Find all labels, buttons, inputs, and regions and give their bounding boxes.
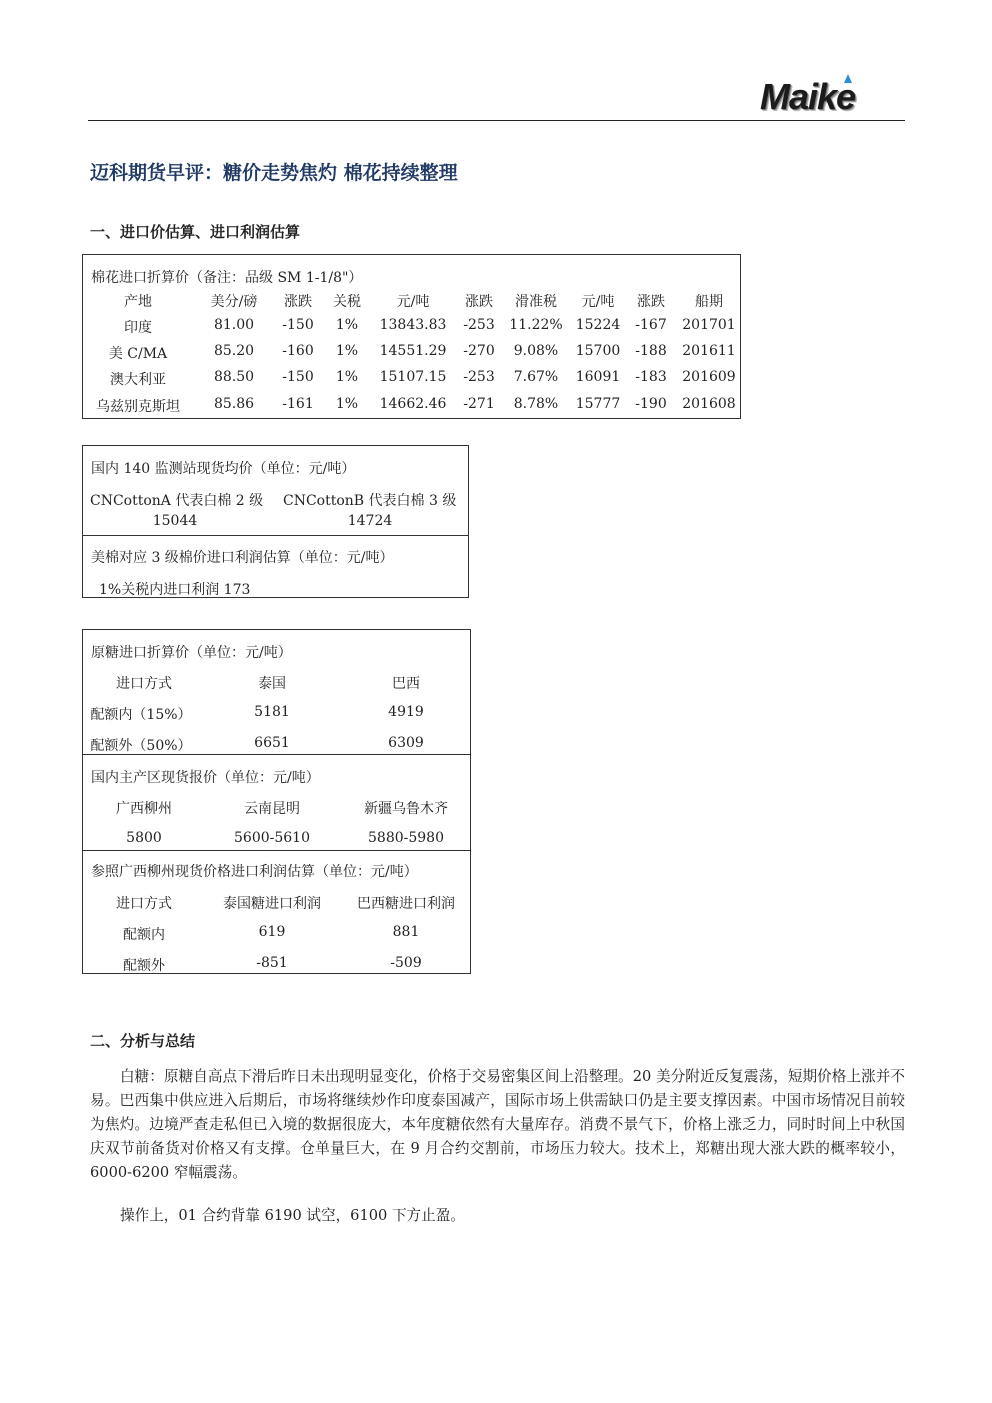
- col-header: 元/吨: [396, 294, 430, 310]
- table-cell: 201608: [682, 396, 736, 412]
- cotton-import-table: [82, 254, 741, 419]
- col-header: 产地: [124, 294, 152, 310]
- table-cell: 88.50: [213, 369, 255, 385]
- table-cell: -270: [463, 343, 495, 359]
- profit-caption: 美棉对应 3 级棉价进口利润估算（单位：元/吨）: [91, 550, 394, 566]
- table-cell: -271: [463, 396, 495, 412]
- col-header: 美分/磅: [210, 294, 258, 310]
- table-cell: 9.08%: [513, 343, 559, 359]
- table-cell: 配额内（15%）: [90, 707, 192, 723]
- col-header: 新疆乌鲁木齐: [364, 801, 448, 817]
- table-cell: 14551.29: [379, 343, 447, 359]
- table-cell: 16091: [575, 369, 621, 385]
- sugar-spot-caption: 国内主产区现货报价（单位：元/吨）: [91, 770, 320, 786]
- col-header: 巴西糖进口利润: [357, 896, 455, 912]
- table-cell: 5880-5980: [368, 830, 444, 846]
- table-cell: 1%: [335, 396, 359, 412]
- col-header: 云南昆明: [244, 801, 300, 817]
- col-header: 滑准税: [515, 294, 557, 310]
- sugar-profit-caption: 参照广西柳州现货价格进口利润估算（单位：元/吨）: [91, 864, 418, 880]
- table-cell: -253: [463, 369, 495, 385]
- table-cell: 81.00: [213, 317, 255, 333]
- section-2-heading: 二、分析与总结: [90, 1032, 196, 1050]
- table-cell: -161: [282, 396, 314, 412]
- cotton-domestic-table: [82, 445, 469, 598]
- table-cell: 乌兹别克斯坦: [96, 399, 180, 415]
- cncotton-a-value: 15044: [152, 513, 198, 529]
- table-cell: 13843.83: [379, 317, 447, 333]
- table-cell: 14662.46: [379, 396, 447, 412]
- col-header: 广西柳州: [116, 801, 172, 817]
- table-cell: 美 C/MA: [108, 346, 168, 362]
- cotton-import-caption: 棉花进口折算价（备注：品级 SM 1-1/8"）: [91, 270, 363, 286]
- table-cell: -160: [282, 343, 314, 359]
- table-cell: -188: [635, 343, 667, 359]
- col-header: 泰国糖进口利润: [223, 896, 321, 912]
- table-cell: 1%: [335, 317, 359, 333]
- table-cell: 配额内: [123, 927, 165, 943]
- table-cell: 1%: [335, 369, 359, 385]
- table-cell: 澳大利亚: [110, 372, 166, 388]
- table-cell: 7.67%: [513, 369, 559, 385]
- logo-text: Maike: [760, 76, 856, 117]
- cncotton-b-label: CNCottonB 代表白棉 3 级: [283, 493, 457, 509]
- table-cell: -509: [390, 955, 422, 971]
- col-header: 涨跌: [284, 294, 312, 310]
- maike-logo: [756, 74, 896, 118]
- table-cell: 4919: [388, 704, 424, 720]
- header-rule: [88, 120, 905, 121]
- document-title: 迈科期货早评：糖价走势焦灼 棉花持续整理: [90, 162, 458, 184]
- table-cell: 11.22%: [509, 317, 563, 333]
- table-cell: 1%: [335, 343, 359, 359]
- col-header: 船期: [695, 294, 723, 310]
- table-cell: 881: [392, 924, 420, 940]
- profit-line: 1%关税内进口利润 173: [99, 582, 251, 598]
- col-header: 进口方式: [116, 676, 172, 692]
- col-header: 涨跌: [465, 294, 493, 310]
- divider: [83, 754, 470, 755]
- table-cell: 印度: [124, 320, 152, 336]
- col-header: 元/吨: [581, 294, 615, 310]
- table-cell: -150: [282, 317, 314, 333]
- table-cell: 配额外: [123, 958, 165, 974]
- table-cell: 配额外（50%）: [90, 738, 192, 754]
- table-cell: 85.20: [213, 343, 255, 359]
- table-cell: -851: [256, 955, 288, 971]
- table-cell: -253: [463, 317, 495, 333]
- cncotton-b-value: 14724: [347, 513, 393, 529]
- divider: [83, 535, 468, 536]
- analysis-paragraph: 白糖：原糖自高点下滑后昨日未出现明显变化，价格于交易密集区间上沿整理。20 美分附近反复震荡，短期价格上涨并不易。巴西集中供应进入后期后，市场将继续炒作印度泰国减产，国际市场上供需缺口仍是主要支撑因素。中国市场情况目前较为焦灼。边境严查走私但已入境的数据很庞大，本年度糖依然有大量库存。消费不景气下，价格上涨乏力，同时时间上中秋国庆双节前备货对价格又有支撑。仓单量巨大，在 9 月合约交割前，市场压力较大。技术上，郑糖出现大涨大跌的概率较小，6000-6200 窄幅震荡。: [90, 1068, 905, 1181]
- table-cell: -183: [635, 369, 667, 385]
- table-cell: 6651: [254, 735, 290, 751]
- table-cell: 6309: [388, 735, 424, 751]
- divider: [83, 850, 470, 851]
- table-cell: -190: [635, 396, 667, 412]
- table-cell: 201609: [682, 369, 736, 385]
- col-header: 涨跌: [637, 294, 665, 310]
- table-cell: 15777: [575, 396, 621, 412]
- table-cell: 5800: [126, 830, 162, 846]
- cotton-domestic-caption: 国内 140 监测站现货均价（单位：元/吨）: [91, 461, 356, 477]
- table-cell: 201611: [682, 343, 736, 359]
- sugar-table: [82, 629, 471, 974]
- col-header: 进口方式: [116, 896, 172, 912]
- operation-paragraph: 操作上，01 合约背靠 6190 试空，6100 下方止盈。: [120, 1207, 465, 1224]
- table-cell: 8.78%: [513, 396, 559, 412]
- col-header: 泰国: [258, 676, 286, 692]
- table-cell: 201701: [682, 317, 736, 333]
- table-cell: 5181: [254, 704, 290, 720]
- table-cell: 85.86: [213, 396, 255, 412]
- table-cell: 15107.15: [379, 369, 447, 385]
- col-header: 关税: [333, 294, 361, 310]
- cncotton-a-label: CNCottonA 代表白棉 2 级: [90, 493, 264, 509]
- table-cell: 15700: [575, 343, 621, 359]
- table-cell: -150: [282, 369, 314, 385]
- sugar-import-caption: 原糖进口折算价（单位：元/吨）: [91, 645, 292, 661]
- col-header: 巴西: [392, 676, 420, 692]
- section-1-heading: 一、进口价估算、进口利润估算: [90, 223, 301, 241]
- table-cell: 5600-5610: [234, 830, 310, 846]
- table-cell: 15224: [575, 317, 621, 333]
- table-cell: -167: [635, 317, 667, 333]
- table-cell: 619: [258, 924, 286, 940]
